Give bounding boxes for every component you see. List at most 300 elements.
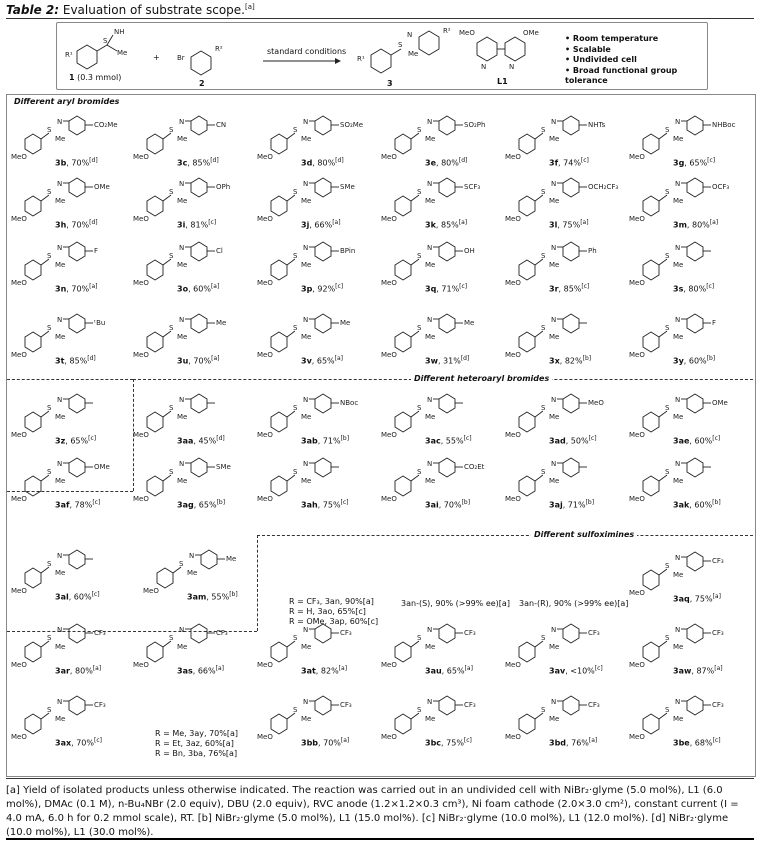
compound-note: [c] [91,591,100,598]
compound-label [549,283,589,294]
structure-3be [629,693,747,741]
compound-note: [d] [89,219,98,226]
svg-text:MeO: MeO [11,495,27,503]
svg-text:S: S [665,468,670,476]
compound-id: 3ai [425,500,439,510]
svg-text:MeO: MeO [11,733,27,741]
structure-3bc [381,693,499,741]
structure-3ag [133,455,251,503]
compound-note: [a] [340,737,350,744]
compound-id: 3o [177,284,189,294]
compound-yield: , 50% [565,436,589,446]
structure-3at [257,621,375,669]
svg-text:S: S [47,706,52,714]
structure-3af [11,455,129,503]
compound-3al [11,547,129,607]
compound-id: 3ah [301,500,318,510]
compound-note: [a] [215,665,224,672]
compound-3ah [257,455,375,515]
svg-text:MeO: MeO [133,661,149,669]
compound-3am [143,547,261,607]
compound-3j [257,175,375,235]
compound-yield: , 80% [436,158,459,168]
reaction-scheme [56,22,708,90]
structure-3av [505,621,623,669]
compound-id: 3y [673,356,684,366]
svg-text:MeO: MeO [381,661,397,669]
structure-3w [381,311,499,359]
svg-text:S: S [169,252,174,260]
svg-text:MeO: MeO [257,495,273,503]
compound-id: 3p [301,284,313,294]
substituent-3ae: OMe [712,399,728,407]
compound-3ak [629,455,747,515]
compound-label [55,435,96,446]
svg-text:S: S [417,126,422,134]
compound-3d [257,113,375,173]
compound-note: [a] [458,219,468,226]
svg-text:N: N [179,626,185,634]
structure-3h [11,175,129,223]
compound-id: 3u [177,356,189,366]
compound-id: 3d [301,158,313,168]
compound-id: 3ax [55,738,72,748]
compound-note: [d] [89,157,98,164]
compound-label [301,737,349,748]
compound-label [55,355,96,366]
compound-id: 3aw [673,666,692,676]
svg-text:S: S [47,188,52,196]
svg-text:S: S [169,126,174,134]
svg-text:S: S [665,188,670,196]
compound-3k [381,175,499,235]
svg-text:Me: Me [549,643,560,651]
structure-3i [133,175,251,223]
svg-text:S: S [169,468,174,476]
svg-text:S: S [541,324,546,332]
compound-3y [629,311,747,371]
substituent-3r: Ph [588,247,597,255]
compound-note: [a] [580,219,589,226]
svg-text:S: S [541,252,546,260]
compound-id: 3ar [55,666,70,676]
compound-yield: , 60% [683,356,707,366]
svg-text:S: S [103,37,108,45]
compound-3n [11,239,129,299]
structure-3am [143,547,261,595]
svg-text:Me: Me [187,569,198,577]
compound-label [425,499,470,510]
feature-item: • Broad functional group tolerance [565,66,707,87]
compound-3aj [505,455,623,515]
r-item: R = OMe, 3ap, 60%[c] [289,617,379,626]
svg-text:N: N [427,626,433,634]
compound-note: [a] [92,665,102,672]
compound-yield: , 75% [441,738,464,748]
compound-yield: , 60% [68,592,92,602]
section-aryl-bromides: Different aryl bromides [11,97,122,106]
section-sulfoximines: Different sulfoximines [531,530,637,539]
svg-text:N: N [57,460,63,468]
svg-text:Me: Me [673,413,684,421]
svg-text:Me: Me [549,477,560,485]
r-item: R = Me, 3ay, 70%[a] [155,729,238,738]
structure-3ae [629,391,747,439]
svg-text:S: S [417,252,422,260]
svg-text:MeO: MeO [257,153,273,161]
svg-text:S: S [541,126,546,134]
svg-text:N: N [675,118,681,126]
svg-text:S: S [417,706,422,714]
compound-3aw [629,621,747,681]
structure-3x [505,311,623,359]
arrow-conditions: standard conditions [267,47,347,56]
substituent-3bc: CF₃ [464,701,476,709]
compound-label [425,219,467,230]
structure-3aq [629,549,747,597]
compound-id: 3am [187,592,207,602]
compound-3aq [629,549,747,609]
compound-label [177,665,224,676]
svg-text:MeO: MeO [629,589,645,597]
substituent-3y: F [712,319,717,327]
svg-text:N: N [179,244,185,252]
compound-3ae [629,391,747,451]
svg-text:Me: Me [425,477,436,485]
svg-text:S: S [169,404,174,412]
svg-text:Me: Me [549,413,560,421]
svg-text:OMe: OMe [523,29,539,37]
compound-yield: , 78% [69,500,93,510]
svg-text:S: S [169,188,174,196]
svg-text:Me: Me [425,413,436,421]
svg-text:Me: Me [55,197,66,205]
svg-text:Me: Me [549,715,560,723]
compound-id: 3ac [425,436,441,446]
compound-id: 3s [673,284,684,294]
compound-label [177,219,216,230]
compound-note: [c] [92,499,101,506]
compound-note: [a] [211,355,220,362]
svg-text:N: N [57,244,63,252]
svg-text:S: S [417,634,422,642]
svg-text:S: S [293,126,298,134]
svg-text:S: S [417,188,422,196]
svg-text:N: N [57,396,63,404]
svg-text:N: N [427,698,433,706]
compound-note: [d] [210,157,219,164]
compound-yield: , 80% [683,284,707,294]
svg-text:MeO: MeO [629,733,645,741]
compound-label [301,435,349,446]
substituent-3q: OH [464,247,475,255]
feature-item: • Room temperature [565,34,707,45]
compound-label [55,499,100,510]
svg-text:MeO: MeO [11,431,27,439]
structure-3ac [381,391,499,439]
compound-3av [505,621,623,681]
substituent-3bd: CF₃ [588,701,600,709]
substituent-3av: CF₃ [588,629,600,637]
compound-note: [c] [463,435,472,442]
svg-text:N: N [675,698,681,706]
svg-text:Me: Me [301,413,312,421]
svg-text:N: N [57,316,63,324]
svg-text:S: S [47,634,52,642]
compound-label [549,435,597,446]
compound-note: [c] [94,737,102,744]
svg-text:N: N [427,460,433,468]
svg-text:N: N [179,316,185,324]
svg-text:Me: Me [301,197,312,205]
compound-id: 3l [549,220,558,230]
svg-text:S: S [665,562,670,570]
divider [257,535,753,536]
compound-label [177,283,219,294]
structure-3p [257,239,375,287]
svg-text:MeO: MeO [257,351,273,359]
svg-text:S: S [541,706,546,714]
compound-id: 3k [425,220,436,230]
svg-text:MeO: MeO [505,431,521,439]
structure-3r [505,239,623,287]
svg-text:MeO: MeO [505,351,521,359]
svg-text:S: S [47,126,52,134]
svg-text:N: N [57,698,63,706]
svg-text:N: N [675,554,681,562]
svg-text:N: N [675,460,681,468]
compound-note: [b] [706,355,716,362]
compound-id: 3b [55,158,67,168]
svg-text:N: N [551,626,557,634]
compound-yield: , 55% [440,436,464,446]
plus-sign: + [153,53,160,62]
svg-text:R²: R² [443,27,451,35]
compound-id: 3as [177,666,193,676]
compound-label [55,219,98,230]
svg-text:MeO: MeO [11,153,27,161]
compound-id: 3h [55,220,67,230]
compound-3x [505,311,623,371]
compound-label [177,435,225,446]
compound-label [301,219,341,230]
compound-id: 3r [549,284,559,294]
compound-yield: , 75% [317,500,341,510]
substituent-3n: F [94,247,99,255]
compound-label [673,435,720,446]
svg-text:N: N [303,626,309,634]
svg-text:MeO: MeO [257,215,273,223]
compound-3m [629,175,747,235]
svg-text:Me: Me [177,135,188,143]
compound-3be [629,693,747,753]
structure-3ah [257,455,375,503]
svg-text:S: S [541,188,546,196]
svg-text:Me: Me [177,643,188,651]
compound-3an-r [519,561,639,625]
compound-id: 3i [177,220,186,230]
reagent2-label: 2 [199,79,205,88]
compound-yield: , 31% [437,356,461,366]
compound-label [549,737,597,748]
svg-text:MeO: MeO [381,279,397,287]
svg-text:N: N [179,180,185,188]
svg-text:N: N [303,180,309,188]
compound-3b [11,113,129,173]
compound-yield: , 85% [558,284,582,294]
svg-text:N: N [303,118,309,126]
bottom-rule [6,778,754,779]
svg-text:Me: Me [425,197,436,205]
compound-3ai [381,455,499,515]
compound-3o [133,239,251,299]
compound-id: 3al [55,592,69,602]
compound-yield: , 71% [317,436,341,446]
svg-text:Me: Me [549,197,560,205]
compound-yield: , 82% [315,666,339,676]
compound-id: 3bb [301,738,319,748]
svg-text:N: N [303,316,309,324]
compound-note: [c] [463,737,472,744]
compound-id: 3g [673,158,685,168]
compound-yield: , 71% [436,284,460,294]
svg-text:MeO: MeO [11,351,27,359]
compound-3an-series [289,561,409,625]
svg-text:N: N [179,118,185,126]
svg-text:MeO: MeO [629,661,645,669]
compound-note: [d] [216,435,225,442]
compound-yield: , 45% [193,436,217,446]
svg-text:N: N [57,626,63,634]
compound-label [301,355,343,366]
compound-label [673,665,723,676]
compound-id: 3n [55,284,67,294]
compound-label [425,283,467,294]
divider [7,379,133,380]
substituent-3g: NHBoc [712,121,736,129]
svg-text:S: S [293,324,298,332]
structure-3u [133,311,251,359]
substituent-3u: Me [216,319,227,327]
compound-3z [11,391,129,451]
compound-yield: , 65% [311,356,335,366]
svg-text:MeO: MeO [11,279,27,287]
compound-3ay-series [155,693,275,757]
r-item: R = Et, 3az, 60%[a] [155,739,234,748]
svg-text:MeO: MeO [629,153,645,161]
substituent-3aw: CF₃ [712,629,724,637]
compound-id: 3be [673,738,690,748]
svg-text:Me: Me [177,197,188,205]
compound-note: [a] [714,665,723,672]
svg-text:Me: Me [673,715,684,723]
compound-id: 3bd [549,738,567,748]
svg-text:R¹: R¹ [357,55,365,63]
compound-label [55,157,98,168]
svg-text:Me: Me [549,333,560,341]
compound-note: [c] [208,219,217,226]
compound-label [177,499,225,510]
structure-3e [381,113,499,161]
svg-text:N: N [427,396,433,404]
svg-text:S: S [179,560,184,568]
svg-text:S: S [47,468,52,476]
structure-3aa [133,391,251,439]
svg-text:Me: Me [177,261,188,269]
svg-text:MeO: MeO [381,153,397,161]
svg-text:N: N [551,460,557,468]
compound-note: [c] [581,283,590,290]
compound-yield: , 80% [686,220,710,230]
compound-id: 3t [55,356,65,366]
svg-text:Me: Me [55,261,66,269]
structure-3ax [11,693,129,741]
r-list [289,597,378,627]
substituent-3am: Me [226,555,237,563]
compound-yield: , 65% [684,158,708,168]
svg-text:Me: Me [673,333,684,341]
svg-text:N: N [675,316,681,324]
svg-text:Me: Me [549,261,560,269]
svg-text:N: N [179,396,185,404]
compound-3g [629,113,747,173]
compound-note: [b] [712,499,721,506]
svg-text:Me: Me [425,333,436,341]
compound-3at [257,621,375,681]
footnote: [a] Yield of isolated products unless otherwise indicated. The reaction was carried out in an undivided cell with NiBr₂·glyme (5.0 mol%), L1 (6.0 mol%), DMAc (0.1 M), n-Bu₄NBr (2.0 equiv), DBU (2.0 equiv), RVC anode (1.2×1.2×0.3 cm³), Ni foam cathode (2.0×3.0 cm²), constant current (I = 4.0 mA, 6.0 h for 0.2 mmol scale), RT. [b] NiBr₂·glyme (5.0 mol%), L1 (15.0 mol%). [c] NiBr₂·glyme (10.0 mol%), L1 (12.0 mol%). [d] NiBr₂·glyme (10.0 mol%), L1 (30.0 mol%). [6,785,739,838]
compound-note: [c] [580,157,589,164]
svg-text:Me: Me [673,477,684,485]
compound-yield: , 70% [66,158,90,168]
compound-yield: , 74% [558,158,581,168]
svg-text:Me: Me [425,261,436,269]
compound-yield: , 55% [206,592,230,602]
table-title-note: [a] [245,3,255,11]
svg-text:S: S [665,404,670,412]
compound-label [673,219,718,230]
svg-text:MeO: MeO [133,495,149,503]
compound-label [177,355,220,366]
compound-label [55,283,98,294]
structure-3au [381,621,499,669]
reagent1-label: 1 [69,73,75,82]
compound-yield: , 70% [188,356,212,366]
svg-text:N: N [675,626,681,634]
compound-note: [b] [585,499,595,506]
svg-text:N: N [57,552,63,560]
svg-text:Me: Me [55,333,66,341]
structure-3s [629,239,747,287]
svg-text:N: N [427,316,433,324]
svg-text:Me: Me [408,50,419,58]
compound-label [55,737,102,748]
substituent-3i: OPh [216,183,231,191]
substituent-3ab: NBoc [340,399,359,407]
compound-id: 3af [55,500,70,510]
svg-text:S: S [417,324,422,332]
compound-3as [133,621,251,681]
compound-id: 3aj [549,500,563,510]
svg-text:N: N [303,396,309,404]
svg-text:MeO: MeO [629,431,645,439]
compound-3af [11,455,129,515]
compound-id: 3m [673,220,687,230]
svg-text:MeO: MeO [381,215,397,223]
compound-yield: , 68% [689,738,713,748]
svg-text:R²: R² [215,45,223,53]
compound-label [673,157,715,168]
substituent-3k: SCF₃ [464,183,481,191]
